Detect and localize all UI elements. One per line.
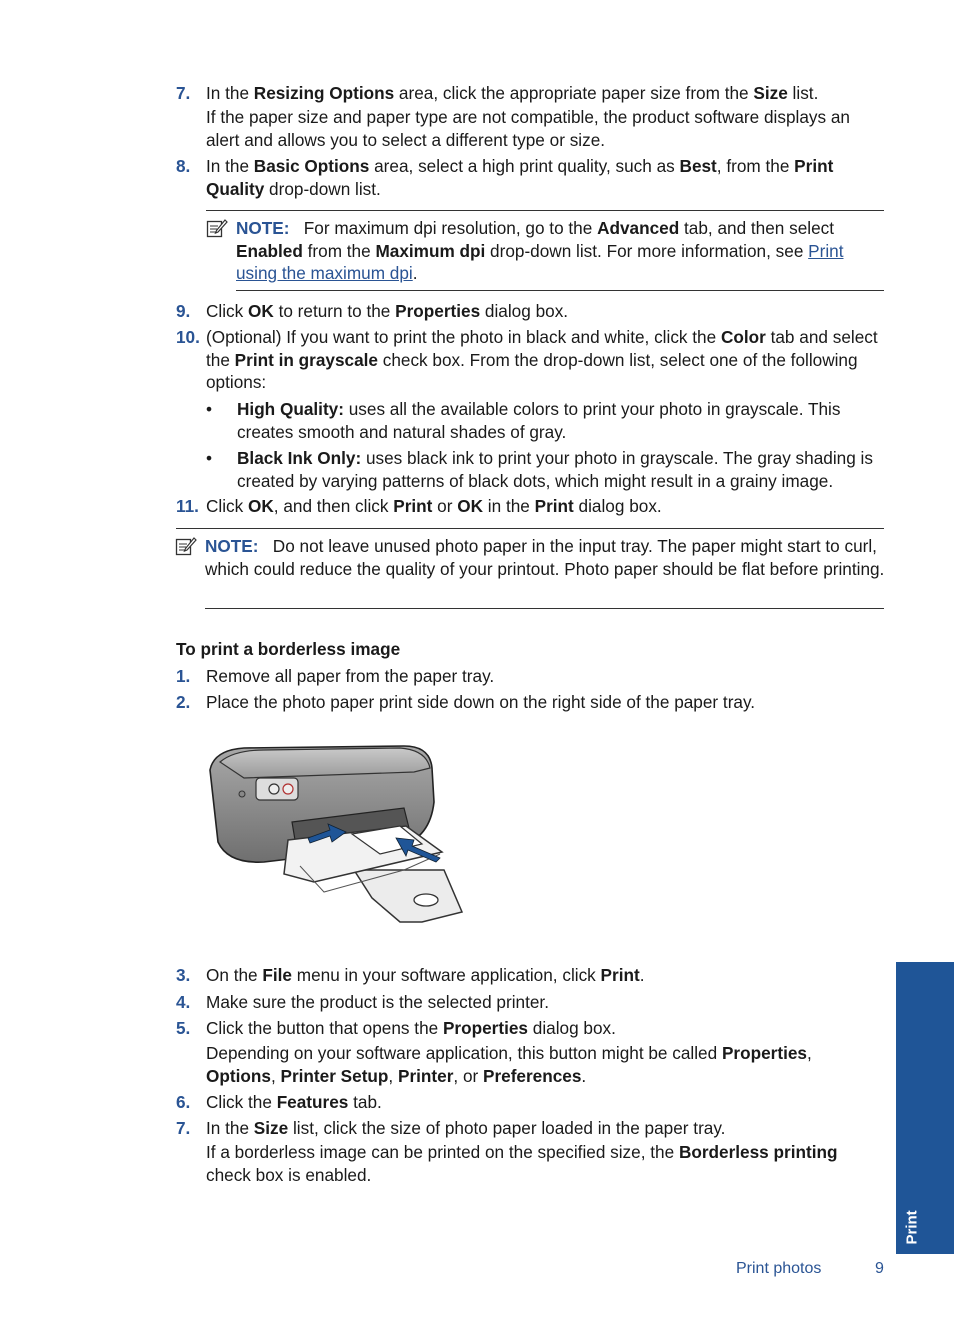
printer-illustration bbox=[204, 742, 466, 926]
step-number: 7. bbox=[176, 1118, 191, 1138]
step-number: 8. bbox=[176, 156, 191, 176]
footer-page-number: 9 bbox=[875, 1260, 884, 1277]
step-number: 9. bbox=[176, 301, 191, 321]
step-text: Remove all paper from the paper tray. bbox=[206, 666, 495, 686]
note-rule-bottom bbox=[236, 290, 884, 291]
step-paragraph: If the paper size and paper type are not compatible, the product software displays an alert and allows you to select a different type or size. bbox=[206, 107, 850, 150]
step-text: Click the Features tab. bbox=[206, 1092, 382, 1112]
footer-section-title: Print photos bbox=[736, 1260, 822, 1277]
note-icon bbox=[206, 219, 228, 239]
step-number: 11. bbox=[176, 496, 199, 516]
bullet-text: High Quality: uses all the available colors to print your photo in grayscale. This creates smooth and natural shades of gray. bbox=[237, 399, 841, 442]
note-body: NOTE: Do not leave unused photo paper in the input tray. The paper might start to curl, which could reduce the quality of your printout. Photo paper should be flat before printing. bbox=[205, 536, 885, 579]
print-max-dpi-link[interactable]: Print using the maximum dpi bbox=[236, 240, 844, 283]
step-text: In the Resizing Options area, click the appropriate paper size from the Size list. bbox=[206, 83, 819, 103]
step-number: 6. bbox=[176, 1092, 191, 1112]
step-text: (Optional) If you want to print the photo in black and white, click the Color tab and select the Print in grayscale check box. From the drop-down list, select one of the following options: bbox=[206, 327, 878, 392]
note-rule-top bbox=[176, 528, 884, 529]
step-text: Click the button that opens the Properties dialog box. bbox=[206, 1018, 616, 1038]
step-text: In the Size list, click the size of photo paper loaded in the paper tray. bbox=[206, 1118, 726, 1138]
step-text: Click OK to return to the Properties dialog box. bbox=[206, 301, 569, 321]
step-number: 2. bbox=[176, 692, 191, 712]
step-number: 5. bbox=[176, 1018, 191, 1038]
bullet-text: Black Ink Only: uses black ink to print your photo in grayscale. The gray shading is created by varying patterns of black dots, which might result in a grainy image. bbox=[237, 448, 873, 491]
chapter-side-tab-label: Print bbox=[903, 1209, 921, 1244]
step-text: Make sure the product is the selected printer. bbox=[206, 992, 549, 1012]
note-rule-top bbox=[206, 210, 884, 211]
step-number: 4. bbox=[176, 992, 191, 1012]
step-text: Click OK, and then click Print or OK in the Print dialog box. bbox=[206, 496, 662, 516]
step-number: 3. bbox=[176, 965, 191, 985]
chapter-side-tab bbox=[896, 962, 954, 1254]
step-paragraph: Depending on your software application, this button might be called Properties, Options, Printer Setup, Printer, or Preferences. bbox=[206, 1043, 812, 1086]
step-number: 10. bbox=[176, 327, 200, 347]
step-number: 7. bbox=[176, 83, 191, 103]
step-text: Place the photo paper print side down on the right side of the paper tray. bbox=[206, 692, 756, 712]
bullet-mark: • bbox=[206, 448, 213, 468]
step-text: On the File menu in your software application, click Print. bbox=[206, 965, 645, 985]
note-label: NOTE: bbox=[236, 218, 290, 238]
step-text: In the Basic Options area, select a high print quality, such as Best, from the Print Quality drop-down list. bbox=[206, 156, 834, 199]
note-body: NOTE: For maximum dpi resolution, go to the Advanced tab, and then select Enabled from the Maximum dpi drop-down list. For more information, see Print using the maximum dpi. bbox=[236, 218, 844, 283]
note-label: NOTE: bbox=[205, 536, 259, 556]
step-paragraph: If a borderless image can be printed on the specified size, the Borderless printing check box is enabled. bbox=[206, 1142, 838, 1185]
section-heading: To print a borderless image bbox=[176, 639, 401, 659]
note-icon bbox=[175, 537, 197, 557]
note-rule-bottom bbox=[205, 608, 884, 609]
step-number: 1. bbox=[176, 666, 191, 686]
bullet-mark: • bbox=[206, 399, 213, 419]
